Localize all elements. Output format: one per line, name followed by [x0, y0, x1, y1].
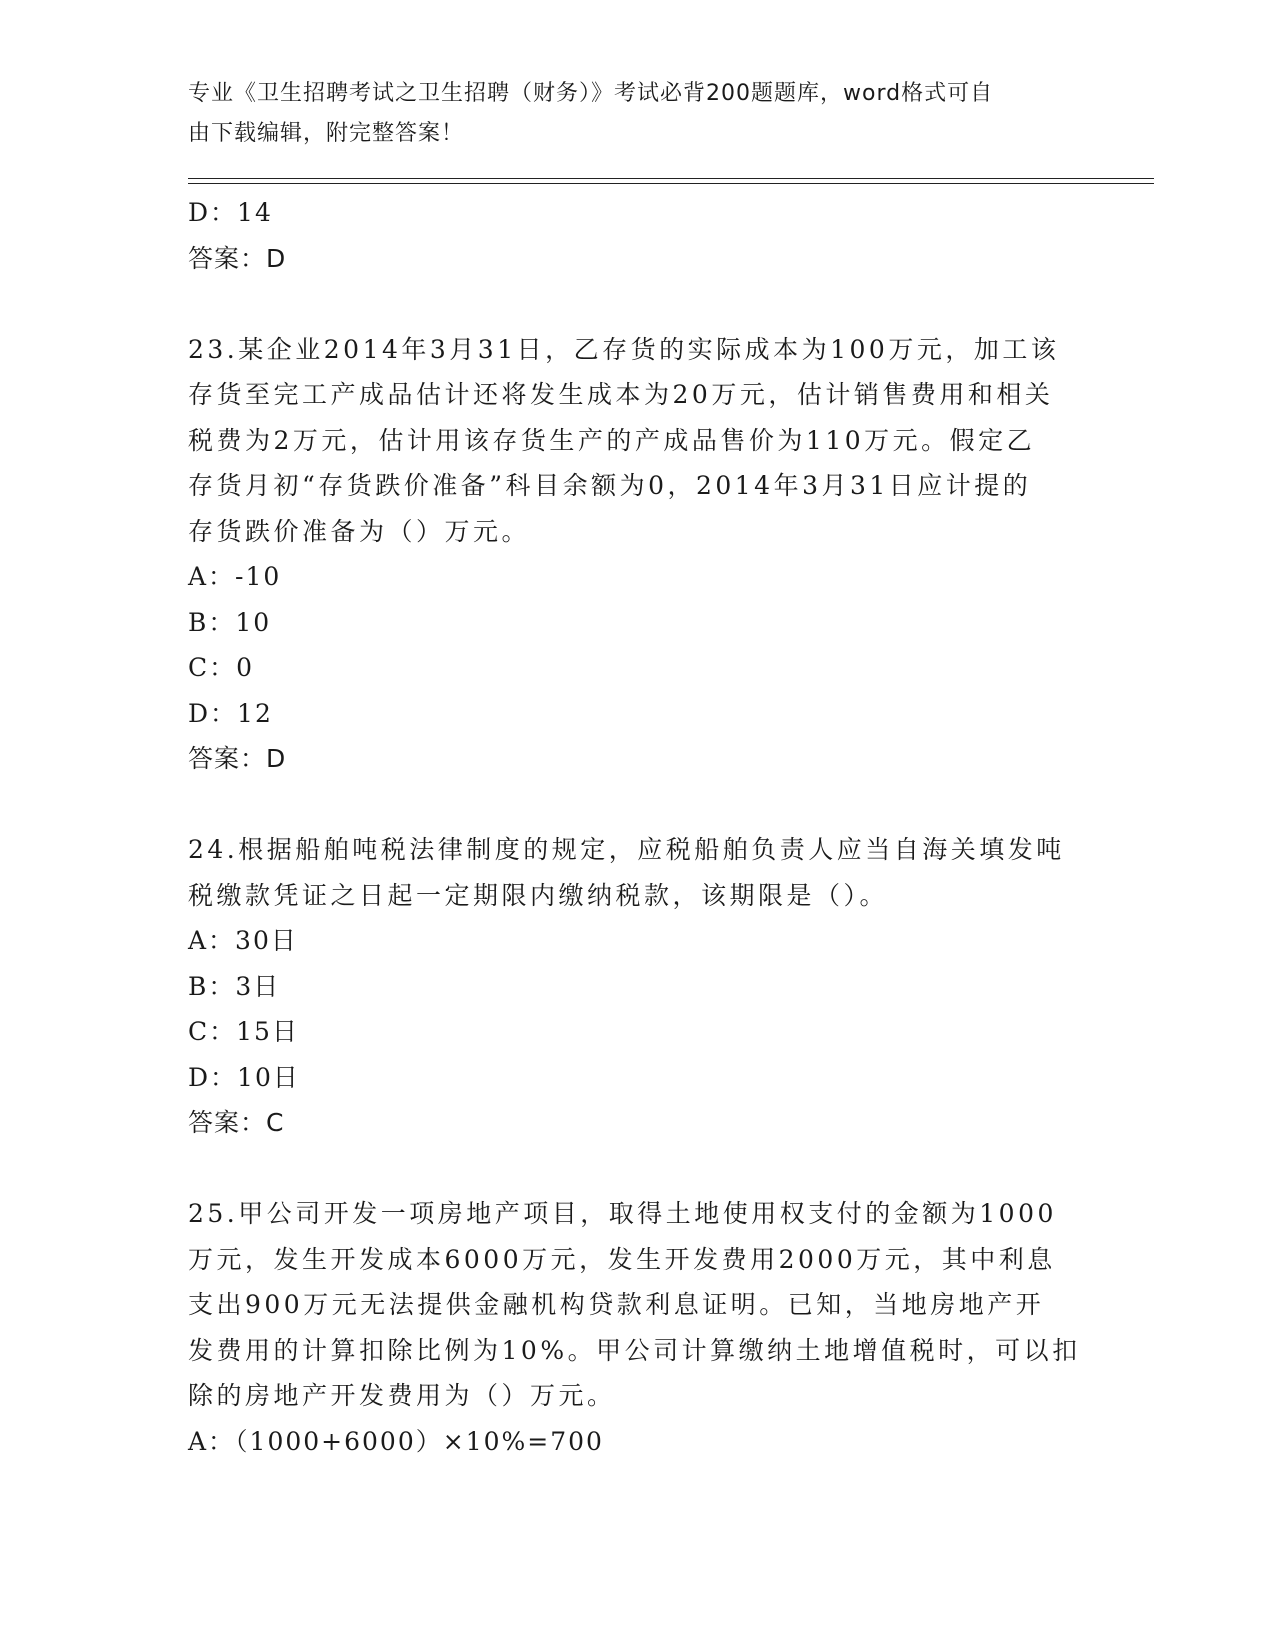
question-stem: [188, 1191, 1088, 1419]
stem-line: 支出900万元无法提供金融机构贷款利息证明。已知，当地房地产开: [188, 1290, 1045, 1319]
stem-line: 23.某企业2014年3月31日，乙存货的实际成本为100万元，加工该: [188, 334, 1060, 364]
option-a: A：-10: [188, 562, 282, 591]
question-25: [188, 1191, 1088, 1464]
option-d: D：10日: [188, 1062, 300, 1092]
document-body: [188, 190, 1088, 1464]
option-b: B：10: [188, 607, 272, 637]
option-a: A：（1000+6000）×10%=700: [188, 1426, 604, 1456]
header-line-1: 专业《卫生招聘考试之卫生招聘（财务）》考试必背200题题库，word格式可自: [188, 81, 994, 106]
stem-line: 存货至完工产成品估计还将发生成本为20万元，估计销售费用和相关: [188, 380, 1054, 409]
option-b: B：3日: [188, 971, 281, 1001]
answer-line: 答案：C: [188, 1108, 285, 1137]
option-d: D：12: [188, 698, 273, 728]
question-stem: [188, 327, 1088, 555]
stem-line: 存货跌价准备为（）万元。: [188, 516, 531, 546]
header-divider-top: [188, 178, 1154, 179]
option-c: C：15日: [188, 1017, 299, 1046]
stem-line: 税缴款凭证之日起一定期限内缴纳税款，该期限是（）。: [188, 880, 889, 910]
header-line-2: 由下载编辑，附完整答案！: [188, 121, 465, 146]
question-23: [188, 327, 1088, 782]
option-d: D：14: [188, 198, 273, 227]
stem-line: 存货月初“存货跌价准备”科目余额为0，2014年3月31日应计提的: [188, 471, 1032, 500]
header-divider-bottom: [188, 183, 1154, 184]
question-24: [188, 827, 1088, 1146]
answer-line: 答案：D: [188, 243, 287, 273]
answer-line: 答案：D: [188, 744, 287, 773]
stem-line: 发费用的计算扣除比例为10%。甲公司计算缴纳土地增值税时，可以扣: [188, 1335, 1081, 1365]
stem-line: 万元，发生开发成本6000万元，发生开发费用2000万元，其中利息: [188, 1244, 1056, 1274]
stem-line: 税费为2万元，估计用该存货生产的产成品售价为110万元。假定乙: [188, 425, 1036, 455]
option-c: C：0: [188, 653, 255, 682]
previous-question-tail: [188, 190, 1088, 281]
option-a: A：30日: [188, 926, 298, 955]
page-header: [188, 74, 1088, 154]
stem-line: 24.根据船舶吨税法律制度的规定，应税船舶负责人应当自海关填发吨: [188, 835, 1065, 864]
question-stem: [188, 827, 1088, 918]
stem-line: 除的房地产开发费用为（）万元。: [188, 1381, 616, 1410]
stem-line: 25.甲公司开发一项房地产项目，取得土地使用权支付的金额为1000: [188, 1199, 1057, 1228]
